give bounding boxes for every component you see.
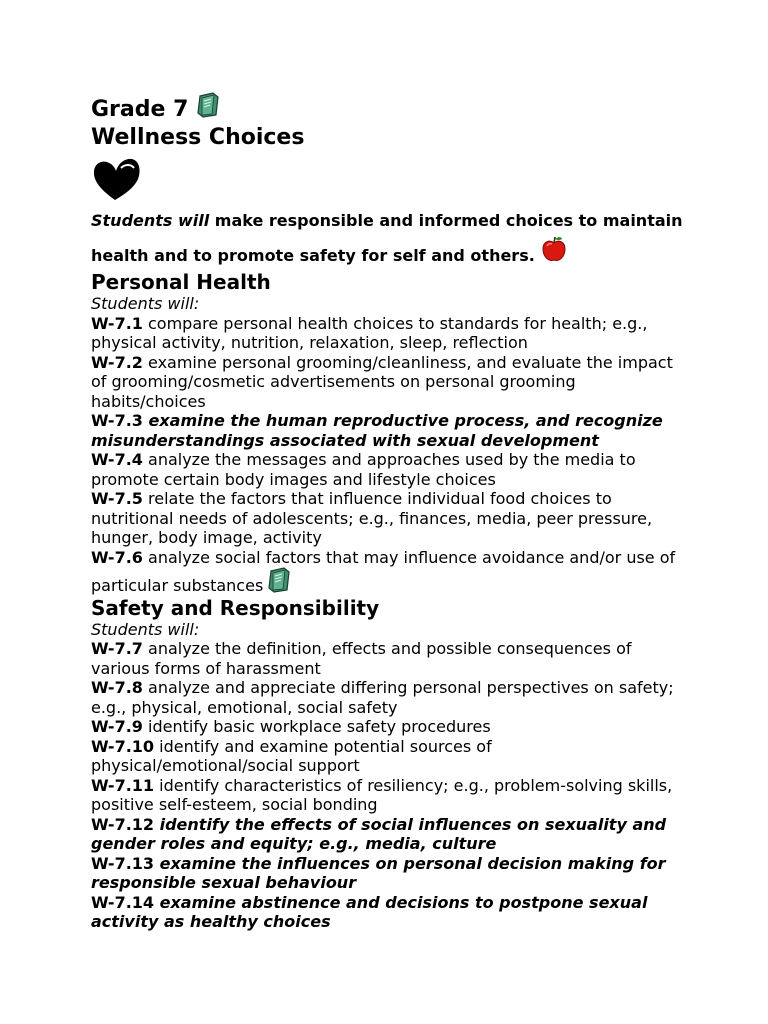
outcome-code: W-7.11 (91, 775, 155, 795)
outcome-item (91, 353, 691, 412)
intro-statement (91, 206, 691, 270)
outcome-text: identify the effects of social influences on sexuality and gender roles and equity; e.g., media, culture (91, 814, 667, 853)
outcome-code: W-7.9 (91, 717, 143, 736)
outcome-text: relate the factors that influence individual food choices to nutritional needs of adolescents; e.g., finances, media, peer pressure, hunger, body image, activity (91, 489, 653, 547)
outcome-item (91, 854, 691, 893)
apple-icon (541, 235, 567, 263)
outcome-code: W-7.10 (91, 736, 155, 756)
outcome-text: examine the human reproductive process, and recognize misunderstandings associated with sexual development (91, 411, 663, 450)
students-will-label: Students will: (91, 619, 200, 639)
outcome-code: W-7.2 (91, 352, 143, 372)
outcome-text: analyze and appreciate differing personal perspectives on safety; e.g., physical, emotional, social safety (91, 678, 674, 717)
book-icon (196, 92, 220, 118)
page-title: Wellness Choices (91, 125, 305, 150)
outcome-code: W-7.7 (91, 639, 143, 658)
outcome-item (91, 717, 691, 737)
outcome-item (91, 815, 691, 854)
outcome-code: W-7.8 (91, 678, 143, 697)
outcome-code: W-7.5 (91, 489, 143, 508)
outcome-item (91, 639, 691, 678)
outcome-code: W-7.6 (91, 547, 143, 567)
outcome-item (91, 893, 691, 932)
outcome-text: analyze social factors that may influence avoidance and/or use of particular substances (91, 547, 676, 595)
outcome-item (91, 776, 691, 815)
outcome-text: examine abstinence and decisions to postpone sexual activity as healthy choices (91, 892, 648, 931)
outcome-code: W-7.3 (91, 411, 143, 430)
outcome-code: W-7.12 (91, 814, 155, 834)
outcome-item (91, 411, 691, 450)
outcome-text: compare personal health choices to standards for health; e.g., physical activity, nutrition, relaxation, sleep, reflection (91, 313, 648, 352)
outcome-code: W-7.13 (91, 853, 155, 873)
outcome-item (91, 450, 691, 489)
section-heading-safety-responsibility: Safety and Responsibility (91, 595, 380, 620)
outcome-text: identify basic workplace safety procedures (142, 717, 491, 736)
grade-heading: Grade 7 (91, 97, 189, 122)
outcome-item (91, 548, 691, 596)
document-page (91, 90, 691, 932)
intro-text: make responsible and informed choices to maintain health and to promote safety for self and others. (91, 211, 683, 265)
outcome-item (91, 489, 691, 548)
outcome-code: W-7.14 (91, 892, 155, 912)
outcome-text: identify characteristics of resiliency; e.g., problem-solving skills, positive self-esteem, social bonding (91, 775, 673, 814)
outcome-item (91, 678, 691, 717)
outcome-code: W-7.1 (91, 313, 143, 333)
outcome-item (91, 737, 691, 776)
outcome-text: identify and examine potential sources of physical/emotional/social support (91, 736, 492, 775)
outcome-text: analyze the definition, effects and possible consequences of various forms of harassment (91, 639, 632, 678)
grade-row (91, 90, 691, 124)
intro-lead: Students will (91, 211, 210, 230)
outcome-text: examine the influences on personal decision making for responsible sexual behaviour (91, 853, 666, 892)
outcome-item (91, 314, 691, 353)
outcome-text: analyze the messages and approaches used by the media to promote certain body images and lifestyle choices (91, 450, 636, 489)
outcome-text: examine personal grooming/cleanliness, and evaluate the impact of grooming/cosmetic advertisements on personal grooming habits/choices (91, 352, 673, 411)
outcome-code: W-7.4 (91, 450, 143, 469)
students-will-label: Students will: (91, 294, 200, 313)
heart-icon (91, 154, 143, 204)
book-icon (267, 567, 291, 593)
section-heading-personal-health: Personal Health (91, 270, 271, 294)
